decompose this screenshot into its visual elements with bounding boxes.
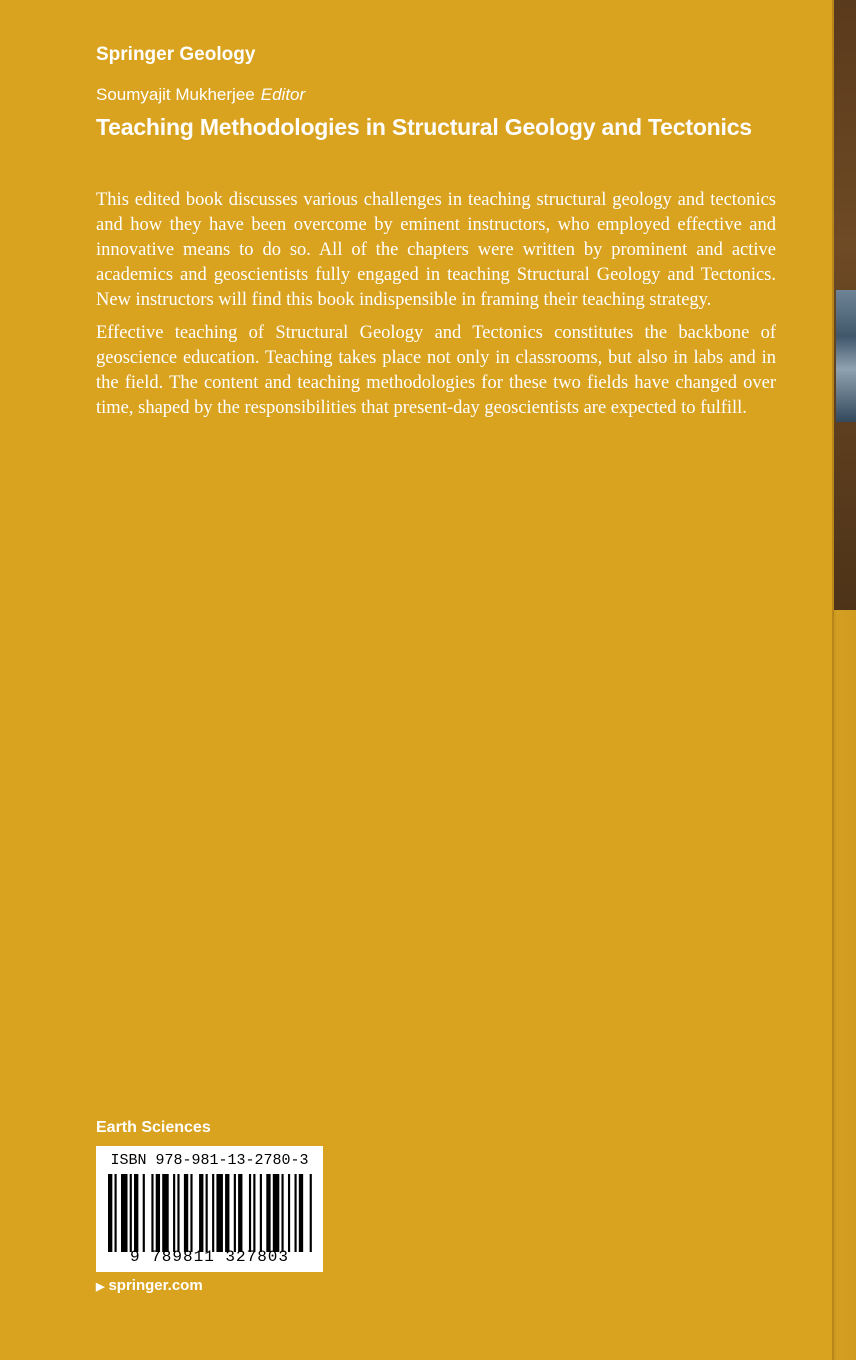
barcode-bar [266,1174,270,1252]
isbn-barcode [96,1146,323,1272]
barcode-bar [177,1174,179,1252]
barcode-bar [130,1174,132,1252]
barcode-bar [273,1174,280,1252]
barcode-bar [253,1174,255,1252]
barcode-bar [260,1174,262,1252]
barcode-bar [234,1174,236,1252]
barcode-bar [151,1174,153,1252]
barcode-bar [190,1174,192,1252]
barcode-bar [143,1174,145,1252]
barcode-bar [238,1174,242,1252]
barcode-bar [225,1174,229,1252]
spine-photo-strip [836,290,856,422]
isbn-label: ISBN 978-981-13-2780-3 [110,1152,309,1169]
book-title: Teaching Methodologies in Structural Geology and Tectonics [96,114,752,140]
barcode-bar [199,1174,203,1252]
barcode-bar [288,1174,290,1252]
barcode-bar [212,1174,214,1252]
publisher-link[interactable] [96,1277,203,1294]
barcode-bar [249,1174,251,1252]
triangle-right-icon: ▶ [96,1281,105,1293]
series-name: Springer Geology [96,44,256,65]
barcode-bar [294,1174,296,1252]
barcode-bar [206,1174,208,1252]
barcode-bars [108,1174,314,1252]
blurb-paragraph-2: Effective teaching of Structural Geology and Tectonics constitutes the backbone of geoscience education. Teaching takes place not only in classrooms, but also in labs and in the field. The content and teaching methodologies for these two fields have changed over time, shaped by the responsibilities that present-day geoscientists are expected to fulfill. [96,323,776,418]
barcode-bar [299,1174,303,1252]
editor-role: Editor [260,85,306,104]
book-blurb [96,188,776,429]
editor-name: Soumyajit Mukherjee [96,85,255,104]
barcode-bar [216,1174,223,1252]
publisher-link-text: springer.com [108,1277,203,1294]
barcode-bar [281,1174,283,1252]
barcode-bar [134,1174,138,1252]
barcode-bar [173,1174,175,1252]
barcode-bar [156,1174,160,1252]
subject-category: Earth Sciences [96,1119,211,1136]
editor-line [96,85,305,105]
barcode-bar [108,1174,112,1252]
barcode-digits: 9 789811 327803 [129,1248,290,1266]
barcode-bar [115,1174,117,1252]
blurb-paragraph-1: This edited book discusses various challenges in teaching structural geology and tectonics and how they have been overcome by eminent instructors, who employed effective and innovative means to do so. All of the chapters were written by prominent and active academics and geoscientists fully engaged in teaching Structural Geology and Tectonics. New instructors will find this book indispensible in framing their teaching strategy. [96,190,776,310]
barcode-bar [162,1174,169,1252]
barcode-bar [184,1174,188,1252]
barcode-bar [121,1174,128,1252]
barcode-bar [310,1174,312,1252]
